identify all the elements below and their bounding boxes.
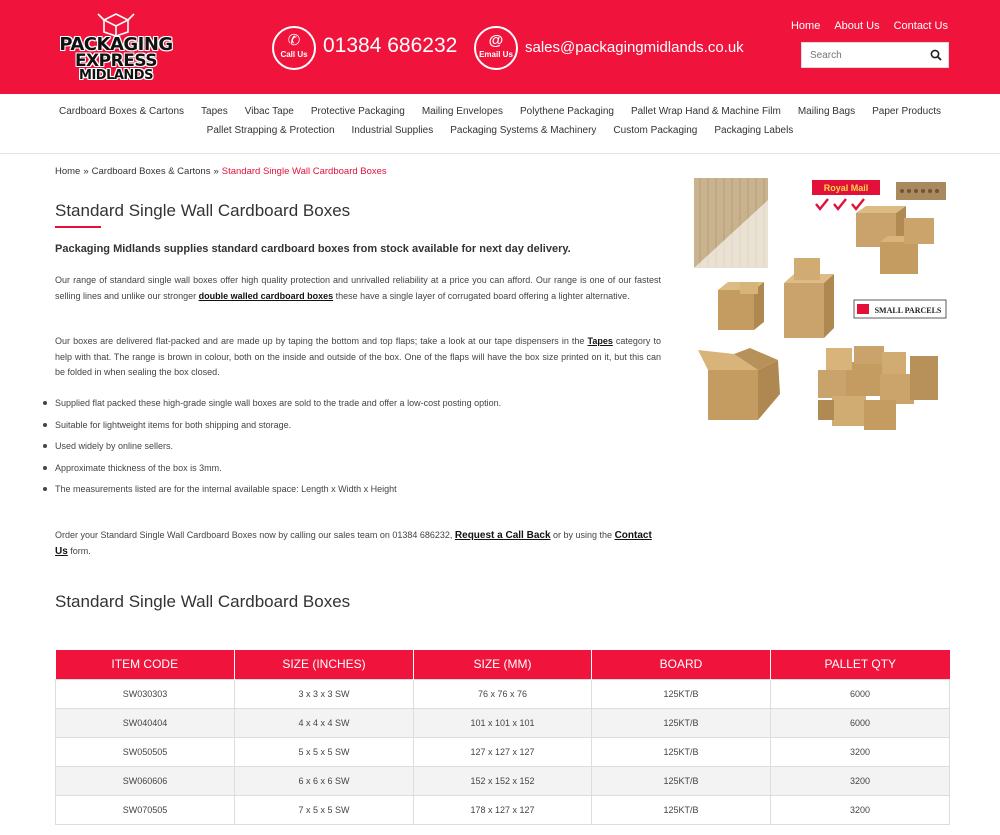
breadcrumb-separator: » — [83, 166, 89, 177]
board-cell: 125KT/B — [592, 795, 771, 824]
item-code-cell: SW070505 — [56, 795, 235, 824]
board-cell: 125KT/B — [592, 737, 771, 766]
order-text-start: Order your Standard Single Wall Cardboard Boxes now by calling our sales team on 01384 686232, — [55, 530, 455, 540]
item-code-cell: SW030303 — [56, 679, 235, 708]
intro-text-start: Our range of standard single wall boxes offer high quality protection and unrivalled reliability at a price you can afford. Our range is one of our fastest selling lines and unlike our stronger — [55, 275, 661, 301]
request-call-back-link[interactable]: Request a Call Back — [454, 530, 551, 541]
search-icon[interactable] — [930, 49, 942, 61]
nav-row-1 — [0, 106, 1000, 117]
list-item: Supplied flat packed these high-grade single wall boxes are sold to the trade and offer a low-cost posting option. — [55, 397, 661, 419]
royal-mail-badge-text: Royal Mail — [823, 183, 869, 193]
tapes-link[interactable]: Tapes — [587, 336, 613, 346]
nav-row-2 — [0, 125, 1000, 136]
site-logo[interactable] — [52, 10, 180, 86]
lead-text: Packaging Midlands supplies standard cardboard boxes from stock available for next day delivery. — [55, 243, 571, 255]
email-us-button[interactable] — [474, 26, 518, 70]
nav-item-mailing-envelopes[interactable]: Mailing Envelopes — [421, 106, 503, 117]
breadcrumb-category[interactable]: Cardboard Boxes & Cartons — [91, 166, 211, 177]
email-address[interactable]: sales@packagingmidlands.co.uk — [525, 39, 744, 56]
nav-item-vibac-tape[interactable]: Vibac Tape — [244, 106, 294, 117]
list-item: Approximate thickness of the box is 3mm. — [55, 462, 661, 484]
column-header-item-code: ITEM CODE — [56, 650, 235, 679]
nav-item-pallet-wrap[interactable]: Pallet Wrap Hand & Machine Film — [630, 106, 781, 117]
nav-item-paper-products[interactable]: Paper Products — [872, 106, 942, 117]
board-cell: 125KT/B — [592, 766, 771, 795]
nav-item-protective-packaging[interactable]: Protective Packaging — [310, 106, 405, 117]
size-inches-cell: 3 x 3 x 3 SW — [235, 679, 414, 708]
table-row — [56, 795, 950, 824]
column-header-pallet-qty: PALLET QTY — [771, 650, 950, 679]
breadcrumb-current: Standard Single Wall Cardboard Boxes — [221, 166, 387, 177]
breadcrumb-separator: » — [213, 166, 219, 177]
search-box — [801, 42, 949, 68]
intro-text-end: these have a single layer of corrugated board offering a lighter alternative. — [333, 290, 630, 301]
table-row — [56, 708, 950, 737]
size-inches-cell: 5 x 5 x 5 SW — [235, 737, 414, 766]
at-icon: @ — [488, 32, 504, 49]
pallet-qty-cell: 3200 — [771, 795, 950, 824]
column-header-size-mm: SIZE (MM) — [414, 650, 592, 679]
list-item: Used widely by online sellers. — [55, 440, 661, 462]
phone-icon: ✆ — [287, 32, 301, 49]
pallet-qty-cell: 3200 — [771, 766, 950, 795]
table-header-row — [56, 650, 950, 679]
site-header — [0, 0, 1000, 94]
item-code-cell: SW050505 — [56, 737, 235, 766]
nav-item-pallet-strapping[interactable]: Pallet Strapping & Protection — [206, 125, 335, 136]
board-cell: 125KT/B — [592, 679, 771, 708]
pallet-qty-cell: 3200 — [771, 737, 950, 766]
small-parcels-badge-text: SMALL PARCELS — [874, 306, 942, 315]
phone-number[interactable]: 01384 686232 — [323, 34, 458, 57]
delivery-text-end: category to help with that. The range is brown in colour, both on the inside and outside of the box. One of the flaps will have the box size printed on it, but this can be folded in when sealing the box closed. — [55, 336, 662, 377]
size-mm-cell: 101 x 101 x 101 — [414, 708, 592, 737]
box-logo-icon — [96, 10, 136, 36]
top-link-contact-us[interactable]: Contact Us — [893, 20, 948, 32]
title-underline — [55, 226, 101, 228]
order-paragraph — [55, 528, 655, 559]
call-us-caption: Call Us — [280, 50, 308, 59]
nav-item-tapes[interactable]: Tapes — [201, 106, 228, 117]
size-inches-cell: 4 x 4 x 4 SW — [235, 708, 414, 737]
email-us-caption: Email Us — [479, 50, 513, 59]
delivery-text-start: Our boxes are delivered flat-packed and are made up by taping the bottom and top flaps; take a look at our tape dispensers in the — [55, 336, 588, 346]
product-image — [694, 178, 948, 434]
size-mm-cell: 178 x 127 x 127 — [414, 795, 592, 824]
nav-item-mailing-bags[interactable]: Mailing Bags — [797, 106, 856, 117]
board-cell: 125KT/B — [592, 708, 771, 737]
top-link-home[interactable]: Home — [790, 20, 821, 32]
size-mm-cell: 76 x 76 x 76 — [414, 679, 592, 708]
size-mm-cell: 127 x 127 x 127 — [414, 737, 592, 766]
pallet-qty-cell: 6000 — [771, 679, 950, 708]
table-row — [56, 766, 950, 795]
pallet-qty-cell: 6000 — [771, 708, 950, 737]
page-title: Standard Single Wall Cardboard Boxes — [55, 201, 351, 220]
section-title: Standard Single Wall Cardboard Boxes — [55, 592, 351, 611]
breadcrumb — [55, 166, 387, 177]
double-walled-boxes-link[interactable]: double walled cardboard boxes — [198, 290, 334, 301]
table-row — [56, 737, 950, 766]
delivery-paragraph — [55, 334, 661, 381]
nav-item-packaging-labels[interactable]: Packaging Labels — [714, 125, 794, 136]
logo-text-line2: EXPRESS — [74, 51, 158, 71]
size-inches-cell: 7 x 5 x 5 SW — [235, 795, 414, 824]
nav-item-custom-packaging[interactable]: Custom Packaging — [613, 125, 698, 136]
table-row — [56, 679, 950, 708]
list-item: The measurements listed are for the internal available space: Length x Width x Height — [55, 483, 661, 505]
feature-list — [55, 397, 661, 505]
nav-item-packaging-systems[interactable]: Packaging Systems & Machinery — [450, 125, 597, 136]
intro-paragraph — [55, 273, 661, 304]
item-code-cell: SW040404 — [56, 708, 235, 737]
nav-item-cardboard-boxes[interactable]: Cardboard Boxes & Cartons — [58, 106, 185, 117]
top-links — [791, 20, 948, 32]
call-us-button[interactable] — [272, 26, 316, 70]
nav-item-industrial-supplies[interactable]: Industrial Supplies — [351, 125, 434, 136]
size-inches-cell: 6 x 6 x 6 SW — [235, 766, 414, 795]
product-table — [55, 650, 950, 825]
column-header-board: BOARD — [592, 650, 771, 679]
order-text-middle: or by using the — [550, 530, 615, 540]
item-code-cell: SW060606 — [56, 766, 235, 795]
search-input[interactable] — [802, 43, 920, 67]
logo-text-line1: PACKAGING — [59, 34, 173, 55]
size-mm-cell: 152 x 152 x 152 — [414, 766, 592, 795]
logo-text-line3: MIDLANDS — [79, 68, 153, 83]
nav-item-polythene-packaging[interactable]: Polythene Packaging — [519, 106, 614, 117]
list-item: Suitable for lightweight items for both shipping and storage. — [55, 419, 661, 441]
order-text-end: form. — [67, 545, 91, 556]
column-header-size-inches: SIZE (INCHES) — [235, 650, 414, 679]
breadcrumb-home[interactable]: Home — [55, 166, 81, 177]
top-link-about-us[interactable]: About Us — [834, 20, 880, 32]
main-navigation — [0, 94, 1000, 154]
contact-us-link[interactable]: Contact Us — [55, 530, 652, 557]
